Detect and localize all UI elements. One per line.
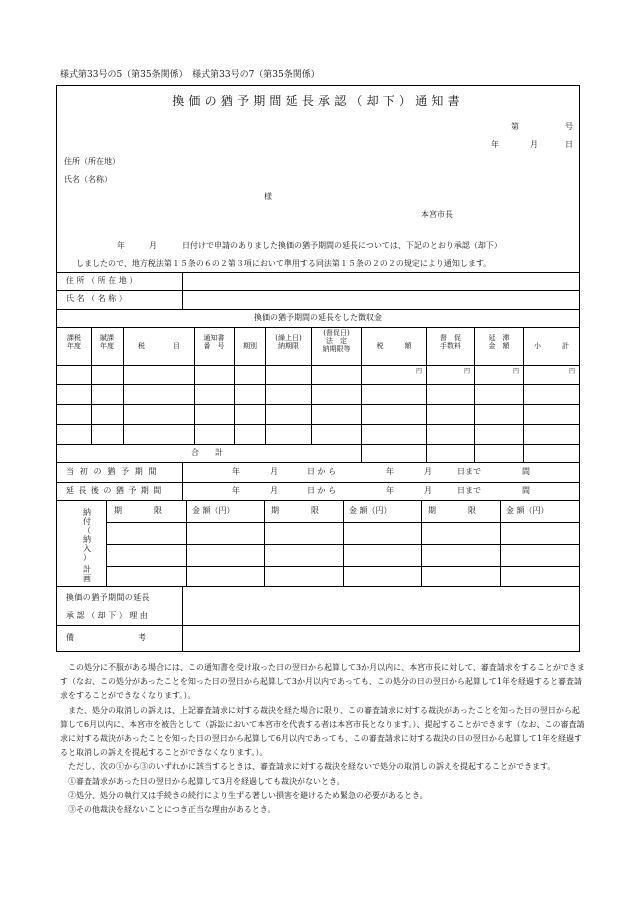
yen-delay: 円 bbox=[513, 368, 520, 375]
col-dunning-fee: 督 促 手数料 bbox=[440, 334, 461, 350]
remarks-field[interactable] bbox=[183, 626, 579, 651]
plan-label-char: 画 bbox=[83, 574, 91, 583]
initial-month-2: 月 bbox=[424, 467, 432, 476]
recipient-honorific: 様 bbox=[264, 192, 272, 201]
doc-number-dai: 第 bbox=[511, 122, 519, 131]
table-row[interactable] bbox=[57, 405, 580, 424]
remarks-label: 備 考 bbox=[66, 633, 146, 642]
table-row[interactable] bbox=[57, 385, 580, 404]
col-subtotal: 小 計 bbox=[534, 342, 569, 350]
body-year: 年 bbox=[117, 241, 125, 250]
issuer-name: 本宮市長 bbox=[421, 210, 453, 219]
initial-span: 間 bbox=[522, 467, 530, 476]
col-due-date: (繰上日) 納期限 bbox=[275, 334, 302, 350]
address-row-label: 住 所 （ 所 在 地 ） bbox=[66, 276, 138, 285]
date-month: 月 bbox=[530, 140, 538, 149]
plan-label-char: 入 bbox=[83, 544, 91, 553]
col-tax-item: 税 目 bbox=[138, 342, 180, 350]
plan-col-period-2: 期 限 bbox=[271, 506, 319, 515]
initial-year-2: 年 bbox=[386, 467, 394, 476]
plan-label-char: 計 bbox=[83, 565, 91, 574]
appeal-notice bbox=[60, 661, 585, 817]
note-item: ②処分、処分の執行又は手続きの続行により生ずる著しい損害を避けるため緊急の必要があるとき。 bbox=[68, 790, 428, 800]
plan-col-amount-1: 金 額（円） bbox=[192, 506, 235, 515]
plan-col-amount-2: 金 額（円） bbox=[349, 506, 392, 515]
name-row-label: 氏 名 （ 名 称 ） bbox=[66, 294, 127, 303]
address-field[interactable] bbox=[183, 273, 579, 290]
col-delay-charge: 延 滞 金 額 bbox=[488, 334, 510, 350]
date-year: 年 bbox=[491, 140, 499, 149]
note-paragraph: この処分に不服がある場合には、この通知書を受け取った日の翌日から起算して3か月以内に、本宮市長に対して、審査請求をすることができます（なお、この処分があったことを知った日の翌日から起算して3か月以内であっても、この処分の日の翌日から起算して1年を経過すると審査請求をすることができなくなります。）。 bbox=[60, 663, 585, 701]
extended-day-from: 日 か ら bbox=[307, 486, 337, 495]
note-item: ③その他裁決を経ないことにつき正当な理由があるとき。 bbox=[68, 805, 276, 815]
initial-year: 年 bbox=[232, 467, 240, 476]
note-paragraph: また、処分の取消しの訴えは、上記審査請求に対する裁決を経た場合に限り、この審査請求に対する裁決があったことを知った日の翌日から起算して6月以内に、本宮市を被告として（訴訟において本宮市を代表する者は本宮市長となります。）、提起することができます（なお、この審査請求に対する裁決があったことを知った日の翌日から起算して6月以内であっても、この審査請求に対する裁決の日の翌日から起算して1年を経過すると取消しの訴えを提起することができなくなります。）。 bbox=[60, 705, 585, 758]
initial-period-label: 当 初 の 猶 予 期 間 bbox=[66, 467, 159, 476]
note-paragraph: ただし、次の①から③のいずれかに該当するときは、審査請求に対する裁決を経ないで処分の取消しの訴えを提起することができます。 bbox=[68, 762, 556, 772]
name-field[interactable] bbox=[183, 291, 579, 309]
col-tax-year: 課税 年度 bbox=[67, 334, 81, 350]
table-row[interactable] bbox=[57, 366, 580, 384]
recipient-address-label: 住所（所在地） bbox=[64, 157, 120, 166]
initial-day-from: 日 か ら bbox=[307, 467, 337, 476]
table-row[interactable] bbox=[57, 425, 580, 444]
col-notice-no: 通知書 番 号 bbox=[203, 334, 225, 350]
plan-col-period-3: 期 限 bbox=[428, 506, 476, 515]
yen-tax: 円 bbox=[416, 368, 423, 375]
body-line-2: しましたので、地方税法第１５条の６の２第３項において準用する同法第１５条の２の２の規定により通知します。 bbox=[76, 259, 492, 268]
extended-year: 年 bbox=[232, 486, 240, 495]
initial-month: 月 bbox=[270, 467, 278, 476]
yen-subtotal: 円 bbox=[569, 368, 576, 375]
note-item: ①審査請求があった日の翌日から起算して3月を経過しても裁決がないとき。 bbox=[68, 776, 345, 786]
reason-label-line1: 換価の猶予期間の延長 bbox=[66, 593, 150, 602]
extended-period-label: 延 長 後 の 猶 予 期 間 bbox=[66, 486, 163, 495]
form-number: 様式第33号の5（第35条関係） 様式第33号の7（第35条関係） bbox=[60, 70, 320, 80]
plan-label-char: 付 bbox=[83, 517, 91, 526]
doc-number-go: 号 bbox=[565, 122, 573, 131]
reason-label-line2: 承 認 （ 却 下 ） 理 由 bbox=[66, 611, 148, 620]
section-title: 換価の猶予期間の延長をした徴収金 bbox=[254, 313, 382, 322]
col-period: 期別 bbox=[243, 342, 257, 350]
plan-col-period-1: 期 限 bbox=[114, 506, 162, 515]
col-fiscal-year: 賦課 年度 bbox=[100, 334, 114, 350]
plan-col-amount-3: 金 額（円） bbox=[506, 506, 549, 515]
extended-day-until: 日まで bbox=[457, 486, 481, 495]
plan-label-char: 納 bbox=[83, 535, 91, 544]
body-line-1: 日付けで申請のありました換価の猶予期間の延長については、下記のとおり承認（却下） bbox=[182, 241, 502, 250]
col-legal-due: (督促日) 法 定 納期限等 bbox=[322, 329, 351, 353]
extended-month-2: 月 bbox=[424, 486, 432, 495]
col-tax-amount: 税 額 bbox=[376, 342, 412, 350]
initial-day-until: 日まで bbox=[457, 467, 481, 476]
extended-month: 月 bbox=[270, 486, 278, 495]
plan-label-char: 納 bbox=[83, 508, 91, 517]
extended-span: 間 bbox=[522, 486, 530, 495]
plan-label-char: （ bbox=[83, 526, 91, 535]
total-label: 合 計 bbox=[191, 448, 223, 457]
date-day: 日 bbox=[565, 140, 573, 149]
extended-year-2: 年 bbox=[386, 486, 394, 495]
reason-field[interactable] bbox=[183, 587, 579, 625]
payment-plan-label bbox=[82, 508, 92, 583]
plan-label-char: ） bbox=[83, 553, 91, 562]
recipient-name-label: 氏名（名称） bbox=[64, 175, 112, 184]
yen-dunning: 円 bbox=[464, 368, 471, 375]
body-month: 月 bbox=[149, 241, 157, 250]
page-title: 換価の猶予期間延長承認（却下）通知書 bbox=[172, 94, 464, 108]
